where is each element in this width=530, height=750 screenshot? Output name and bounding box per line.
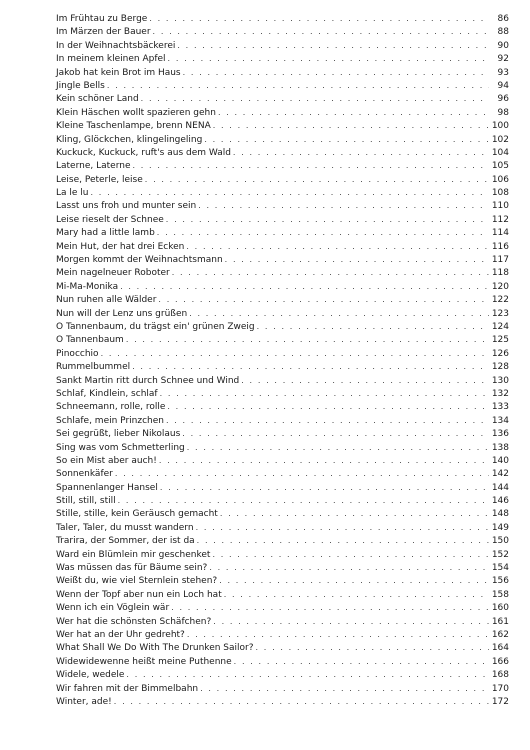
toc-entry-page-number: 86 <box>497 14 509 24</box>
toc-entry-title: Wer hat die schönsten Schäfchen? <box>56 616 212 627</box>
toc-entry-title: La le lu <box>56 188 89 199</box>
toc-entry-title: Nun ruhen alle Wälder <box>56 295 157 306</box>
toc-entry <box>56 374 509 387</box>
toc-entry-title: Leise rieselt der Schnee <box>56 214 164 225</box>
dot-leader <box>182 427 489 440</box>
toc-entry-page-number: 146 <box>491 496 509 507</box>
dot-leader <box>234 655 489 668</box>
toc-entry <box>56 92 509 105</box>
toc-entry <box>56 12 509 25</box>
toc-entry-page-number: 132 <box>491 388 509 399</box>
toc-entry-page-number: 142 <box>491 469 509 480</box>
toc-entry <box>56 414 509 427</box>
toc-entry-title: Im Märzen der Bauer <box>56 27 151 38</box>
toc-entry-page-number: 88 <box>497 27 509 38</box>
toc-entry-page-number: 118 <box>491 268 509 279</box>
toc-entry-page-number: 126 <box>491 348 509 359</box>
toc-entry-page-number: 96 <box>497 94 509 105</box>
dot-leader <box>198 199 489 212</box>
toc-entry-title: Nun will der Lenz uns grüßen <box>56 308 188 319</box>
dot-leader <box>149 12 489 25</box>
toc-entry-title: Taler, Taler, du musst wandern <box>56 522 194 533</box>
toc-entry <box>56 347 509 360</box>
dot-leader <box>200 682 489 695</box>
toc-entry <box>56 66 509 79</box>
toc-entry <box>56 615 509 628</box>
dot-leader <box>218 106 489 119</box>
toc-entry-title: Mein nagelneuer Roboter <box>56 268 170 279</box>
toc-entry-page-number: 90 <box>497 40 509 51</box>
toc-entry-title: Trarira, der Sommer, der ist da <box>56 536 195 547</box>
toc-entry-page-number: 106 <box>491 174 509 185</box>
toc-entry-title: Im Frühtau zu Berge <box>56 14 148 24</box>
toc-entry-page-number: 92 <box>497 54 509 65</box>
toc-entry-title: Wenn ich ein Vöglein wär <box>56 603 170 614</box>
toc-entry <box>56 668 509 681</box>
dot-leader <box>132 360 489 373</box>
toc-entry <box>56 280 509 293</box>
toc-entry <box>56 481 509 494</box>
dot-leader <box>213 615 489 628</box>
toc-entry <box>56 159 509 172</box>
dot-leader <box>187 628 489 641</box>
toc-entry-page-number: 170 <box>491 683 509 694</box>
toc-entry <box>56 534 509 547</box>
toc-entry <box>56 561 509 574</box>
dot-leader <box>187 441 489 454</box>
toc-entry <box>56 548 509 561</box>
toc-entry-page-number: 160 <box>491 603 509 614</box>
toc-entry-title: Wenn der Topf aber nun ein Loch hat <box>56 589 222 600</box>
toc-entry-title: Wir fahren mit der Bimmelbahn <box>56 683 199 694</box>
toc-entry-title: Kleine Taschenlampe, brenn NENA <box>56 121 211 132</box>
toc-entry <box>56 454 509 467</box>
toc-entry-page-number: 172 <box>491 696 509 707</box>
toc-entry-title: Sing was vom Schmetterling <box>56 442 185 453</box>
dot-leader <box>132 159 489 172</box>
toc-entry <box>56 25 509 38</box>
toc-entry <box>56 52 509 65</box>
toc-entry-page-number: 93 <box>497 67 509 78</box>
toc-entry-title: Sei gegrüßt, lieber Nikolaus <box>56 429 181 440</box>
toc-entry-title: Klein Häschen wollt spazieren gehn <box>56 107 216 118</box>
dot-leader <box>158 293 489 306</box>
toc-entry <box>56 628 509 641</box>
dot-leader <box>145 173 489 186</box>
toc-entry <box>56 146 509 159</box>
toc-entry <box>56 79 509 92</box>
dot-leader <box>241 374 489 387</box>
dot-leader <box>141 92 489 105</box>
toc-entry-page-number: 116 <box>491 241 509 252</box>
dot-leader <box>204 133 489 146</box>
toc-entry-title: Stille, stille, kein Geräusch gemacht <box>56 509 218 520</box>
toc-entry-page-number: 124 <box>491 321 509 332</box>
dot-leader <box>172 266 489 279</box>
dot-leader <box>118 494 489 507</box>
toc-entry <box>56 400 509 413</box>
toc-entry <box>56 133 509 146</box>
toc-entry <box>56 507 509 520</box>
toc-entry-page-number: 122 <box>491 295 509 306</box>
toc-entry-page-number: 100 <box>491 121 509 132</box>
dot-leader <box>209 561 489 574</box>
toc-entry-title: Morgen kommt der Weihnachtsmann <box>56 255 223 266</box>
toc-entry-page-number: 110 <box>491 201 509 212</box>
toc-entry-page-number: 138 <box>491 442 509 453</box>
dot-leader <box>153 25 489 38</box>
toc-entry-title: Winter, ade! <box>56 696 112 707</box>
dot-leader <box>186 240 489 253</box>
dot-leader <box>171 601 489 614</box>
toc-entry-title: In meinem kleinen Apfel <box>56 54 166 65</box>
toc-entry-title: Wer hat an der Uhr gedreht? <box>56 629 185 640</box>
toc-entry-page-number: 108 <box>491 188 509 199</box>
toc-entry <box>56 521 509 534</box>
dot-leader <box>115 467 489 480</box>
dot-leader <box>166 414 489 427</box>
toc-entry-page-number: 104 <box>491 147 509 158</box>
toc-entry <box>56 106 509 119</box>
toc-entry <box>56 213 509 226</box>
toc-entry-title: Spannenlanger Hansel <box>56 482 158 493</box>
toc-entry-page-number: 125 <box>491 335 509 346</box>
dot-leader <box>183 66 489 79</box>
dot-leader <box>157 226 489 239</box>
dot-leader <box>107 79 489 92</box>
toc-entry-page-number: 130 <box>491 375 509 386</box>
toc-entry-title: Weißt du, wie viel Sternlein stehen? <box>56 576 218 587</box>
dot-leader <box>189 307 489 320</box>
toc-entry-title: Pinocchio <box>56 348 99 359</box>
toc-entry-title: Ward ein Blümlein mir geschenket <box>56 549 211 560</box>
toc-entry-page-number: 156 <box>491 576 509 587</box>
dot-leader <box>197 534 489 547</box>
dot-leader <box>220 507 489 520</box>
toc-entry-title: Kein schöner Land <box>56 94 139 105</box>
dot-leader <box>212 548 489 561</box>
dot-leader <box>233 146 489 159</box>
toc-entry-title: Widele, wedele <box>56 670 125 681</box>
toc-entry <box>56 240 509 253</box>
toc-entry <box>56 427 509 440</box>
dot-leader <box>168 52 489 65</box>
dot-leader <box>224 588 489 601</box>
dot-leader <box>196 521 489 534</box>
dot-leader <box>126 333 489 346</box>
dot-leader <box>219 574 489 587</box>
toc-entry <box>56 333 509 346</box>
toc-entry-title: Schlafe, mein Prinzchen <box>56 415 164 426</box>
toc-entry-page-number: 117 <box>491 255 509 266</box>
toc-entry <box>56 601 509 614</box>
toc-entry-page-number: 162 <box>491 629 509 640</box>
toc-entry <box>56 119 509 132</box>
toc-entry <box>56 360 509 373</box>
toc-entry-title: Sankt Martin ritt durch Schnee und Wind <box>56 375 240 386</box>
toc-entry-title: In der Weihnachtsbäckerei <box>56 40 176 51</box>
toc-entry <box>56 494 509 507</box>
toc-entry-title: Mein Hut, der hat drei Ecken <box>56 241 185 252</box>
dot-leader <box>166 213 489 226</box>
toc-entry-page-number: 112 <box>491 214 509 225</box>
toc-entry-page-number: 102 <box>491 134 509 145</box>
toc-entry <box>56 641 509 654</box>
toc-entry-page-number: 168 <box>491 670 509 681</box>
toc-entry-title: Kuckuck, Kuckuck, ruft's aus dem Wald <box>56 147 231 158</box>
toc-entry-page-number: 120 <box>491 281 509 292</box>
dot-leader <box>160 481 489 494</box>
toc-entry-page-number: 144 <box>491 482 509 493</box>
toc-entry-title: Still, still, still <box>56 496 116 507</box>
toc-entry <box>56 307 509 320</box>
dot-leader <box>120 280 489 293</box>
toc-entry <box>56 293 509 306</box>
toc-entry <box>56 173 509 186</box>
toc-entry-page-number: 114 <box>491 228 509 239</box>
toc-entry-title: Jingle Bells <box>56 80 105 91</box>
toc-entry-title: Sonnenkäfer <box>56 469 113 480</box>
toc-entry <box>56 39 509 52</box>
toc-entry-title: Rummelbummel <box>56 362 131 373</box>
toc-entry-page-number: 150 <box>491 536 509 547</box>
dot-leader <box>257 320 489 333</box>
toc-entry-page-number: 136 <box>491 429 509 440</box>
toc-entry-title: So ein Mist aber auch! <box>56 455 157 466</box>
toc-entry-title: Was müssen das für Bäume sein? <box>56 563 208 574</box>
toc-entry-page-number: 128 <box>491 362 509 373</box>
toc-entry-page-number: 134 <box>491 415 509 426</box>
toc-entry-title: Mary had a little lamb <box>56 228 155 239</box>
dot-leader <box>114 695 489 708</box>
toc-entry-page-number: 105 <box>491 161 509 172</box>
toc-entry-page-number: 148 <box>491 509 509 520</box>
dot-leader <box>256 641 489 654</box>
toc-entry-page-number: 161 <box>491 616 509 627</box>
toc-entry-title: O Tannenbaum <box>56 335 124 346</box>
toc-entry <box>56 253 509 266</box>
toc-entry-title: Mi-Ma-Monika <box>56 281 119 292</box>
toc-entry <box>56 387 509 400</box>
toc-entry-title: Jakob hat kein Brot im Haus <box>56 67 181 78</box>
toc-entry <box>56 226 509 239</box>
toc-entry-page-number: 140 <box>491 455 509 466</box>
dot-leader <box>91 186 490 199</box>
toc-entry <box>56 199 509 212</box>
toc-entry <box>56 186 509 199</box>
dot-leader <box>126 668 489 681</box>
toc-entry-title: Laterne, Laterne <box>56 161 131 172</box>
dot-leader <box>159 454 489 467</box>
dot-leader <box>160 387 489 400</box>
toc-entry <box>56 441 509 454</box>
toc-entry-page-number: 158 <box>491 589 509 600</box>
toc-entry <box>56 682 509 695</box>
toc-entry-page-number: 152 <box>491 549 509 560</box>
toc-entry-title: O Tannenbaum, du trägst ein' grünen Zweig <box>56 321 255 332</box>
dot-leader <box>177 39 489 52</box>
toc-entry-title: What Shall We Do With The Drunken Sailor? <box>56 643 254 654</box>
toc-entry-page-number: 149 <box>491 522 509 533</box>
table-of-contents <box>56 12 509 708</box>
dot-leader <box>213 119 489 132</box>
toc-entry <box>56 467 509 480</box>
toc-entry-title: Leise, Peterle, leise <box>56 174 143 185</box>
toc-entry <box>56 588 509 601</box>
toc-entry-page-number: 166 <box>491 656 509 667</box>
dot-leader <box>101 347 489 360</box>
toc-entry-title: Schlaf, Kindlein, schlaf <box>56 388 158 399</box>
toc-entry <box>56 655 509 668</box>
toc-entry-page-number: 94 <box>497 80 509 91</box>
toc-entry <box>56 695 509 708</box>
toc-entry-title: Lasst uns froh und munter sein <box>56 201 197 212</box>
toc-entry-title: Kling, Glöckchen, klingelingeling <box>56 134 203 145</box>
toc-entry <box>56 574 509 587</box>
toc-entry-page-number: 164 <box>491 643 509 654</box>
dot-leader <box>167 400 489 413</box>
toc-entry-page-number: 123 <box>491 308 509 319</box>
toc-entry-title: Widewidewenne heißt meine Puthenne <box>56 656 232 667</box>
toc-entry <box>56 266 509 279</box>
dot-leader <box>225 253 489 266</box>
toc-entry <box>56 320 509 333</box>
toc-entry-page-number: 154 <box>491 563 509 574</box>
toc-entry-page-number: 133 <box>491 402 509 413</box>
toc-entry-title: Schneemann, rolle, rolle <box>56 402 166 413</box>
toc-entry-page-number: 98 <box>497 107 509 118</box>
